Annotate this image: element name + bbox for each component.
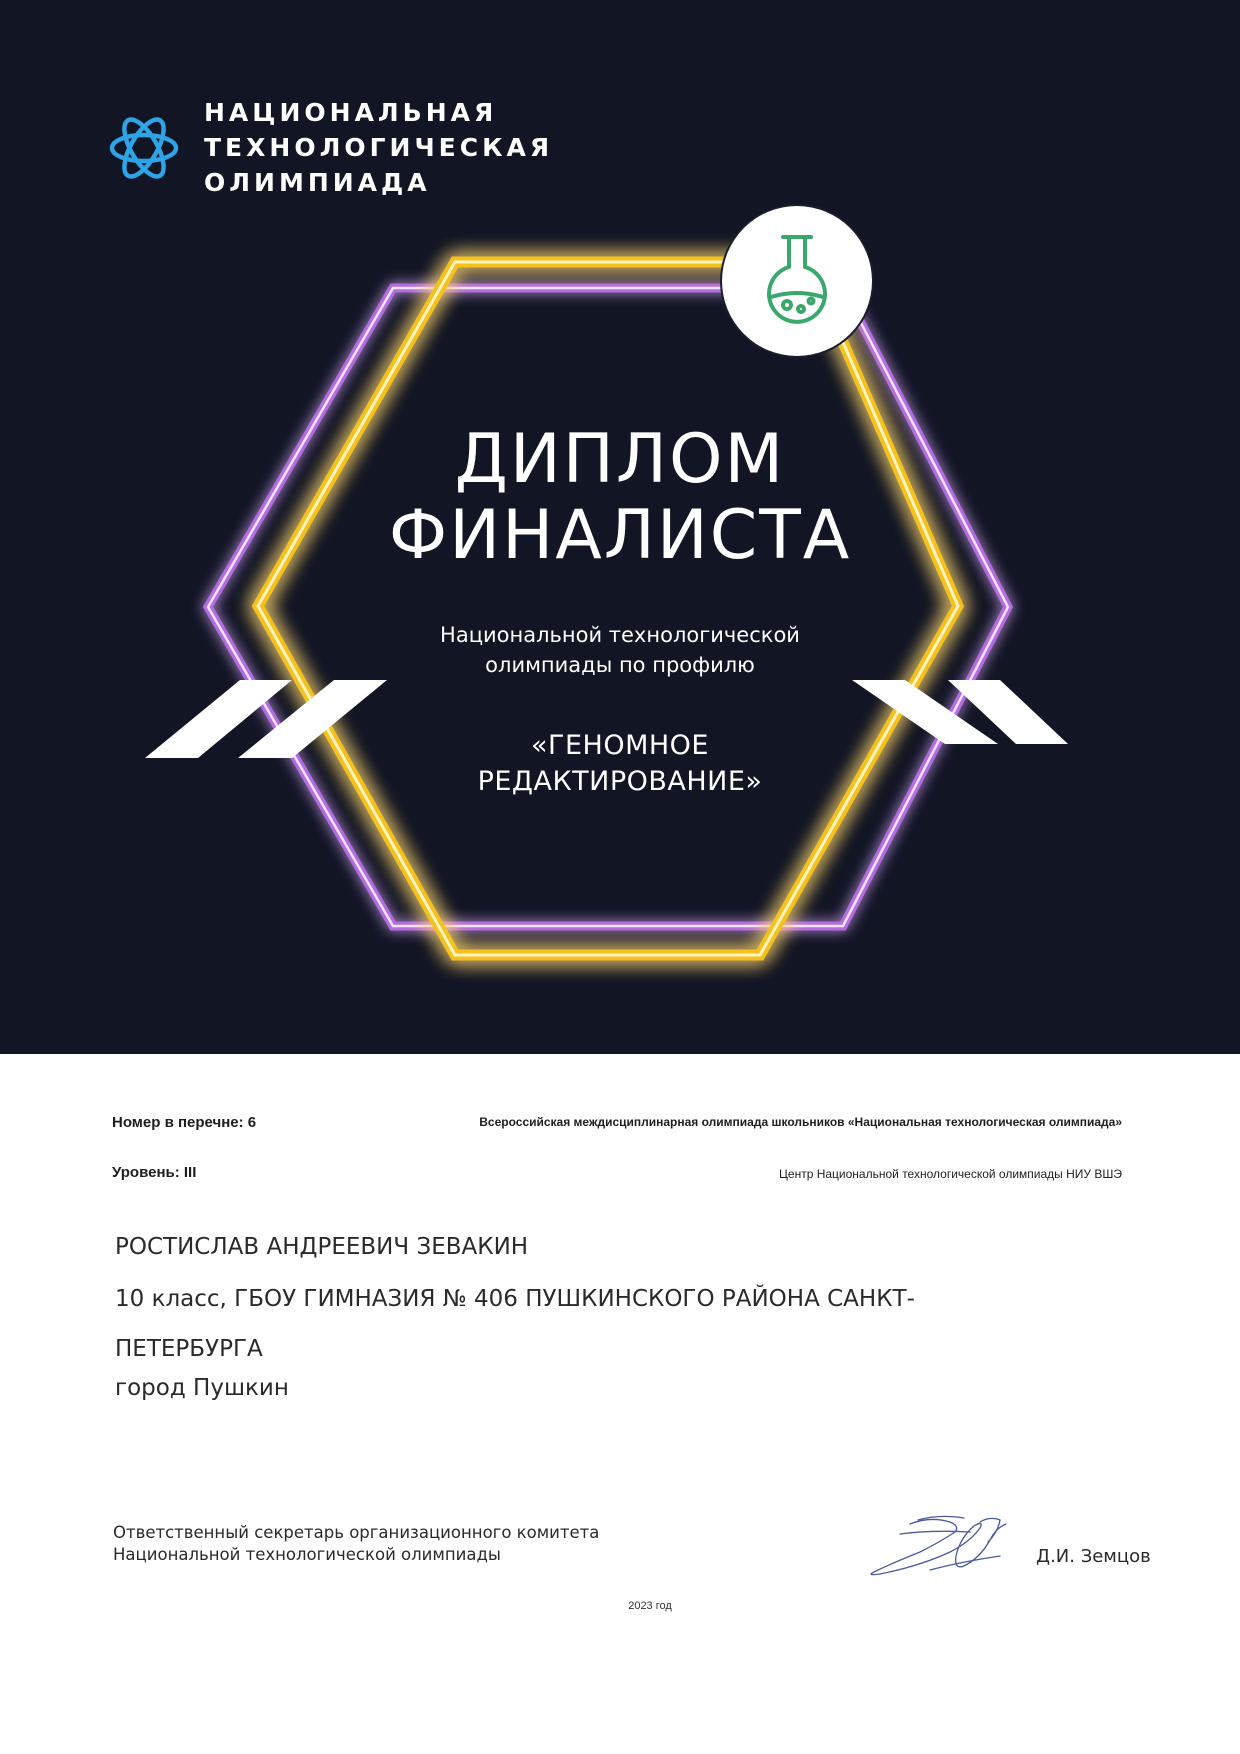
atom-swirl-icon — [104, 108, 184, 188]
student-city: город Пушкин — [115, 1375, 289, 1401]
student-name: РОСТИСЛАВ АНДРЕЕВИЧ ЗЕВАКИН — [115, 1234, 529, 1260]
level: Уровень: III — [112, 1164, 197, 1181]
yellow-hexagon — [258, 262, 958, 955]
olympiad-logo — [104, 95, 553, 200]
handwritten-signature — [860, 1512, 1040, 1582]
profile-name-line-2: РЕДАКТИРОВАНИЕ» — [477, 766, 763, 797]
purple-hexagon — [208, 288, 1008, 926]
diploma-title-line-2: ФИНАЛИСТА — [388, 496, 852, 575]
secretary-title-line-2: Национальной технологической олимпиады — [113, 1545, 501, 1564]
subtitle-line-2: олимпиады по профилю — [485, 653, 755, 677]
diploma-title-line-1: ДИПЛОМ — [454, 420, 786, 499]
logo-line-1: НАЦИОНАЛЬНАЯ — [204, 98, 498, 127]
secretary-title-line-1: Ответственный секретарь организационного комитета — [113, 1523, 600, 1542]
olympiad-full-name: Всероссийская междисциплинарная олимпиада школьников «Национальная технологическая олимпиада» — [479, 1115, 1122, 1129]
school-line-2: ПЕТЕРБУРГА — [115, 1336, 263, 1362]
issue-year: 2023 год — [628, 1600, 672, 1612]
logo-line-2: ТЕХНОЛОГИЧЕСКАЯ — [204, 133, 554, 162]
subtitle-line-1: Национальной технологической — [440, 623, 800, 647]
flask-icon — [757, 231, 837, 331]
organizer-center: Центр Национальной технологической олимпиады НИУ ВШЭ — [779, 1167, 1122, 1181]
logo-line-3: ОЛИМПИАДА — [204, 168, 431, 197]
school-line-1: 10 класс, ГБОУ ГИМНАЗИЯ № 406 ПУШКИНСКОГО РАЙОНА САНКТ- — [115, 1286, 915, 1312]
list-number: Номер в перечне: 6 — [112, 1114, 257, 1131]
profile-name-line-1: «ГЕНОМНОЕ — [530, 730, 709, 761]
profile-badge — [722, 206, 872, 356]
signer-name: Д.И. Земцов — [1036, 1546, 1151, 1567]
